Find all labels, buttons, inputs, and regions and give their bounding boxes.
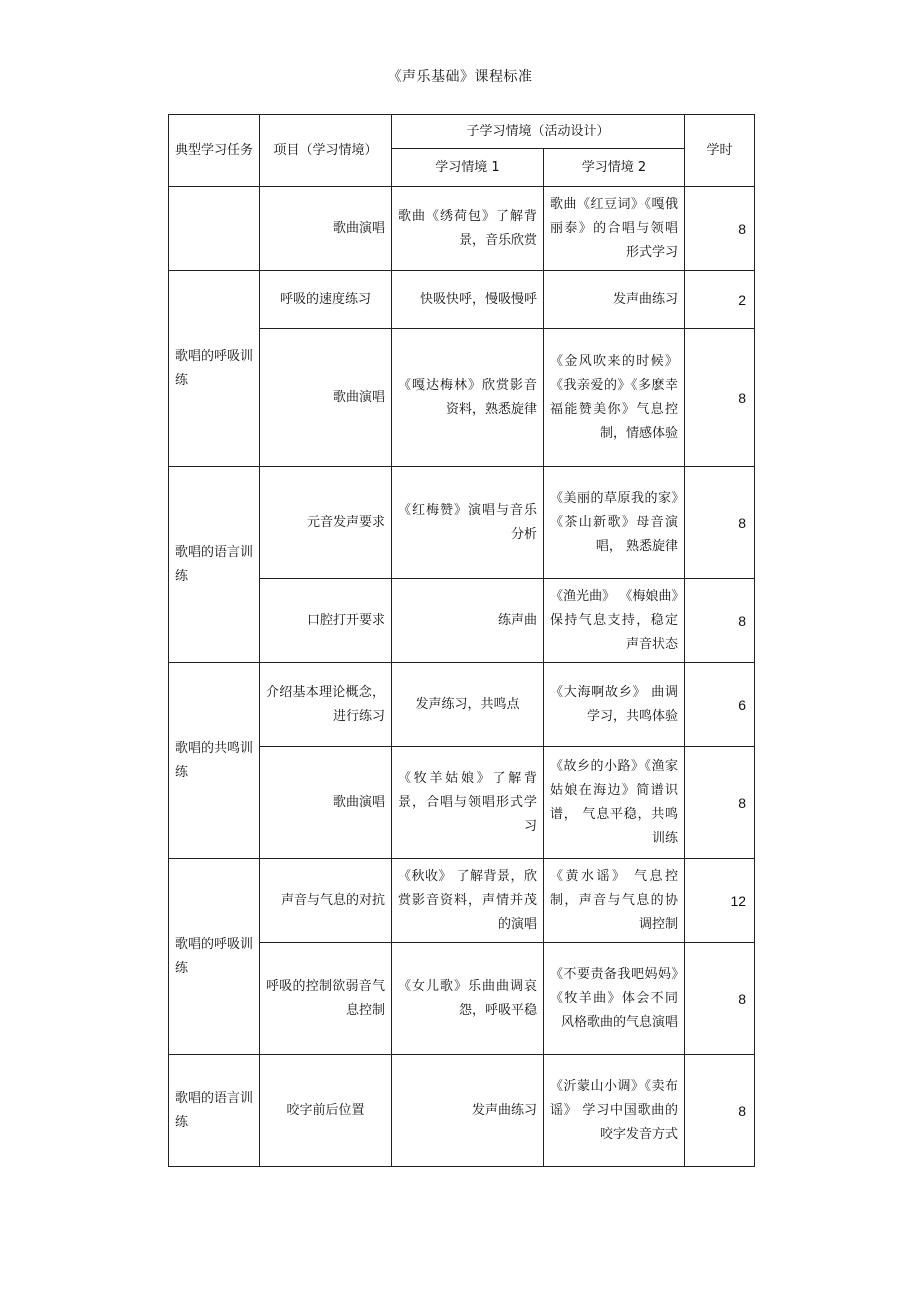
sub1-cell: 歌曲《绣荷包》了解背景，音乐欣赏 xyxy=(392,187,544,271)
header-sub: 子学习情境（活动设计） xyxy=(392,115,685,149)
course-table xyxy=(168,114,755,1167)
project-cell: 呼吸的速度练习 xyxy=(260,271,392,329)
task-cell: 歌唱的共鸣训练 xyxy=(169,663,260,859)
table-row xyxy=(169,1055,755,1167)
task-cell: 歌唱的呼吸训练 xyxy=(169,271,260,467)
table-row xyxy=(169,271,755,329)
sub2-cell: 《美丽的草原我的家》《茶山新歌》母音演唱， 熟悉旋律 xyxy=(544,467,685,579)
header-sub1: 学习情境 1 xyxy=(392,149,544,187)
task-cell-empty xyxy=(169,187,260,271)
table-row xyxy=(169,663,755,747)
sub2-cell: 《黄水谣》 气息控制，声音与气息的协调控制 xyxy=(544,859,685,943)
sub2-cell: 《渔光曲》 《梅娘曲》保持气息支持，稳定声音状态 xyxy=(544,579,685,663)
project-cell: 口腔打开要求 xyxy=(260,579,392,663)
project-cell: 介绍基本理论概念，进行练习 xyxy=(260,663,392,747)
hours-cell: 8 xyxy=(685,1055,755,1167)
table-row xyxy=(169,467,755,579)
project-cell: 声音与气息的对抗 xyxy=(260,859,392,943)
sub1-cell: 《牧羊姑娘》了解背景，合唱与领唱形式学习 xyxy=(392,747,544,859)
project-cell: 歌曲演唱 xyxy=(260,747,392,859)
sub1-cell: 练声曲 xyxy=(392,579,544,663)
table-row xyxy=(169,187,755,271)
sub2-cell: 《故乡的小路》《渔家姑娘在海边》简谱识谱， 气息平稳，共鸣训练 xyxy=(544,747,685,859)
sub2-cell: 歌曲《红豆词》《嘎俄丽泰》的合唱与领唱形式学习 xyxy=(544,187,685,271)
sub1-cell: 《女儿歌》乐曲曲调哀怨，呼吸平稳 xyxy=(392,943,544,1055)
task-cell: 歌唱的语言训练 xyxy=(169,467,260,663)
sub1-cell: 《红梅赞》演唱与音乐分析 xyxy=(392,467,544,579)
sub2-cell: 《不要责备我吧妈妈》《牧羊曲》体会不同风格歌曲的气息演唱 xyxy=(544,943,685,1055)
project-cell: 呼吸的控制欲弱音气息控制 xyxy=(260,943,392,1055)
hours-cell: 8 xyxy=(685,329,755,467)
sub1-cell: 发声曲练习 xyxy=(392,1055,544,1167)
hours-cell: 8 xyxy=(685,467,755,579)
sub1-cell: 发声练习，共鸣点 xyxy=(392,663,544,747)
task-cell: 歌唱的呼吸训练 xyxy=(169,859,260,1055)
hours-cell: 6 xyxy=(685,663,755,747)
hours-cell: 8 xyxy=(685,187,755,271)
sub1-cell: 《嘎达梅林》欣赏影音资料，熟悉旋律 xyxy=(392,329,544,467)
project-cell: 咬字前后位置 xyxy=(260,1055,392,1167)
sub2-cell: 发声曲练习 xyxy=(544,271,685,329)
header-sub2: 学习情境 2 xyxy=(544,149,685,187)
hours-cell: 8 xyxy=(685,747,755,859)
sub1-cell: 《秋收》 了解背景，欣赏影音资料，声情并茂的演唱 xyxy=(392,859,544,943)
hours-cell: 12 xyxy=(685,859,755,943)
header-task: 典型学习任务 xyxy=(169,115,260,187)
sub1-cell: 快吸快呼，慢吸慢呼 xyxy=(392,271,544,329)
project-cell: 元音发声要求 xyxy=(260,467,392,579)
sub2-cell: 《大海啊故乡》 曲调学习，共鸣体验 xyxy=(544,663,685,747)
project-cell: 歌曲演唱 xyxy=(260,187,392,271)
project-cell: 歌曲演唱 xyxy=(260,329,392,467)
table-row xyxy=(169,859,755,943)
hours-cell: 2 xyxy=(685,271,755,329)
hours-cell: 8 xyxy=(685,943,755,1055)
sub2-cell: 《沂蒙山小调》《卖布谣》 学习中国歌曲的咬字发音方式 xyxy=(544,1055,685,1167)
sub2-cell: 《金风吹来的时候》《我亲爱的》《多麽幸福能赞美你》气息控制，情感体验 xyxy=(544,329,685,467)
task-cell: 歌唱的语言训练 xyxy=(169,1055,260,1167)
header-hours: 学时 xyxy=(685,115,755,187)
document-title: 《声乐基础》课程标准 xyxy=(387,69,533,85)
header-project: 项目（学习情境） xyxy=(260,115,392,187)
hours-cell: 8 xyxy=(685,579,755,663)
